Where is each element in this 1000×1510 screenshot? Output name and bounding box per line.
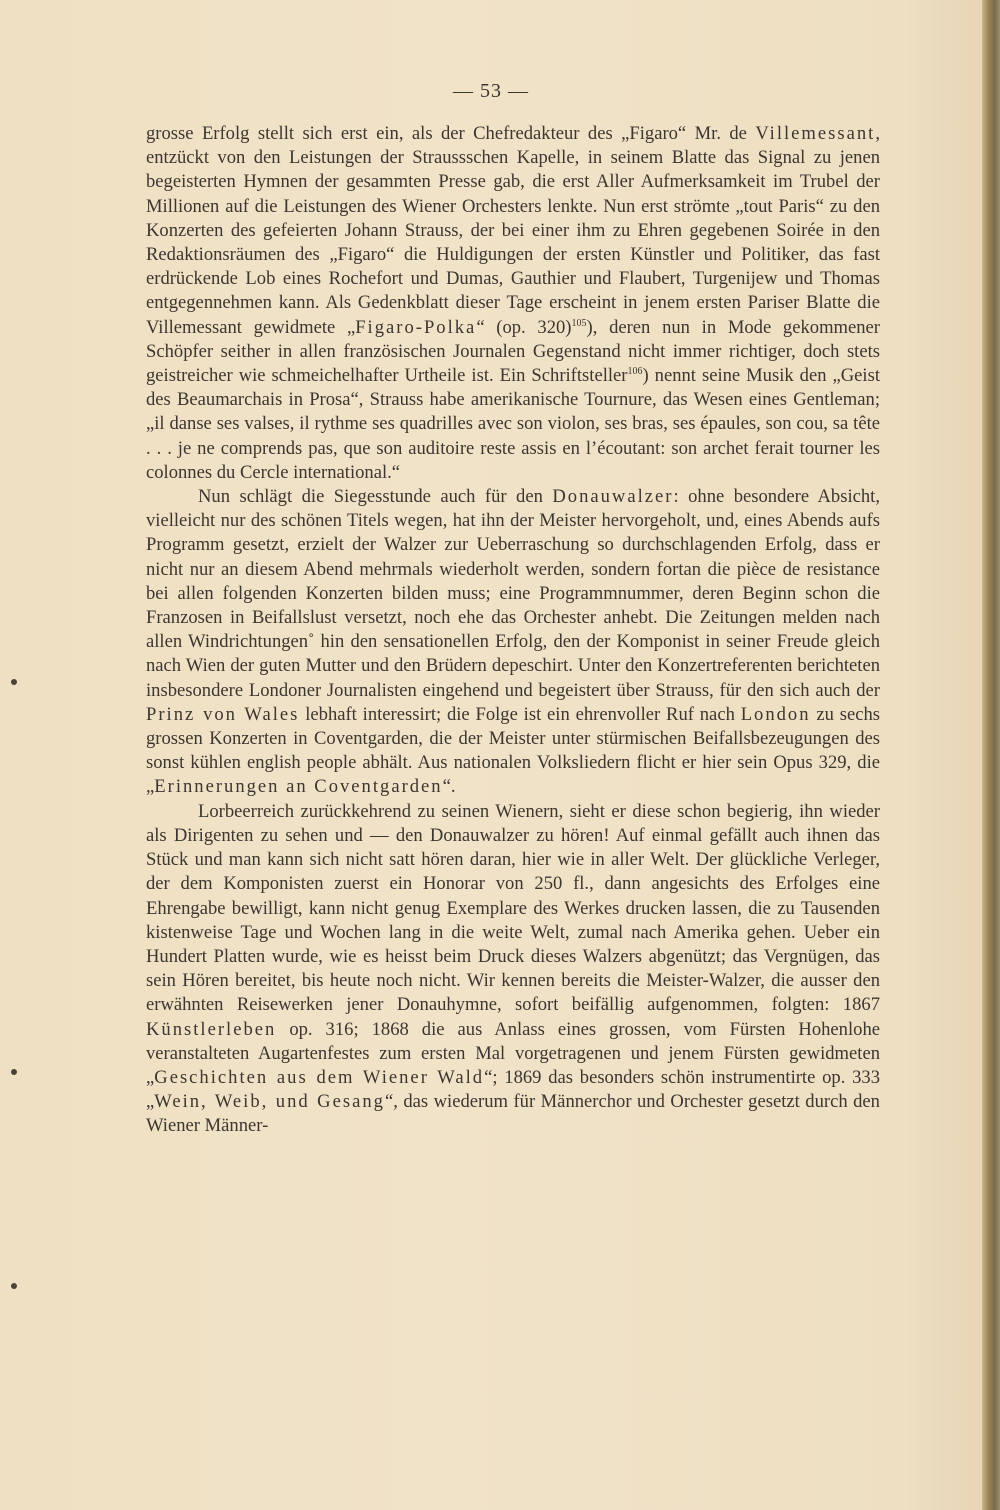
body-text	[146, 122, 880, 1139]
paragraph	[146, 122, 880, 485]
text-run: ), deren nun in Mode gekommener Schöpfer seither in allen französischen Journalen Gegenstand nicht immer richtiger, doch stets geistreicher wie schmeichelhafter Urtheile ist. Ein Schriftsteller	[146, 316, 880, 387]
spaced-emphasis: London	[740, 703, 811, 725]
text-run: op. 316; 1868 die aus Anlass eines grossen, vom Fürsten Hohenlohe veranstalteten Augartenfestes zum ersten Mal vorgetragenen und jenem Fürsten gewidmeten „	[146, 1018, 880, 1088]
margin-mark	[11, 1283, 17, 1289]
text-run: “.	[442, 776, 456, 798]
margin-mark	[11, 1069, 17, 1075]
text-run: : ohne besondere Absicht, vielleicht nur des schönen Titels wegen, hat ihn der Meister hervorgeholt, und, eines Abends aufs Programm gesetzt, erzielt der Walzer zur Ueberraschung so durchschlagenden Erfolg, dass er nicht nur an diesem Abend mehrmals wiederholt werden, sondern fortan die pièce de resistance bei allen folgenden Konzerten bilden muss; eine Programmnummer, deren Beginn schon die Franzosen in Beifallslust versetzt, noch ehe das Orchester anhebt. Die Zeitungen melden nach allen Windrichtungen˚ hin den sensationellen Erfolg, den der Komponist in seiner Freude gleich nach Wien der guten Mutter und den Brüdern depeschirt. Unter den Konzertreferenten berichteten insbesondere Londoner Journalisten eingehend und begeistert über Strauss, für den sich auch der	[146, 486, 880, 701]
text-run: , entzückt von den Leistungen der Straussschen Kapelle, in seinem Blatte das Signal zu jenen begeisterten Hymnen der gesammten Presse gab, die erst Aller Aufmerksamkeit im Trubel der Millionen auf die Leistungen des Wiener Orchesters lenkte. Nun erst strömte „tout Paris“ zu den Konzerten des gefeierten Johann Strauss, der bei einer ihm zu Ehren gegebenen Soirée in den Redaktionsräumen des „Figaro“ die Huldigungen der ersten Künstler und Politiker, das fast erdrückende Lob eines Rochefort und Dumas, Gauthier und Flaubert, Turgenijew und Thomas entgegennehmen kann. Als Gedenkblatt dieser Tage erscheint in jenem ersten Pariser Blatte die Villemessant gewidmete „	[146, 123, 880, 338]
text-run: zu sechs grossen Konzerten in Coventgarden, die der Meister unter stürmischen Beifallsbezeugungen des sonst kühlen english people abhält. Aus nationalen Volksliedern flicht er hier sein Opus 329, die „	[146, 703, 880, 798]
book-binding-edge	[982, 0, 1000, 1510]
spaced-emphasis: Geschichten aus dem Wiener Wald	[154, 1066, 485, 1088]
text-run: “ (op. 320)	[476, 316, 572, 338]
spaced-emphasis: Prinz von Wales	[146, 703, 300, 725]
spaced-emphasis: Donauwalzer	[552, 486, 674, 508]
spaced-emphasis: Figaro-Polka	[355, 316, 477, 338]
text-run: ) nennt seine Musik den „Geist des Beaumarchais in Prosa“, Strauss habe amerikanische Tournure, das Wesen eines Gentleman; „il danse ses valses, il rythme ses quadrilles avec son violon, ses bras, ses épaules, son cou, sa tête . . . je ne comprends pas, que son auditoire reste assis en l’écoutant: son archet ferait tourner les colonnes du Cercle international.“	[146, 365, 880, 483]
text-run: grosse Erfolg stellt sich erst ein, als der Chefredakteur des „Figaro“ Mr. de	[146, 123, 756, 144]
text-run: lebhaft interessirt; die Folge ist ein ehrenvoller Ruf nach	[299, 703, 741, 725]
footnote-ref: 105	[571, 317, 587, 329]
margin-mark	[11, 679, 17, 685]
paragraph	[146, 800, 880, 1139]
spaced-emphasis: Villemessant	[755, 123, 876, 144]
paragraph	[146, 485, 880, 800]
text-run: Lorbeerreich zurückkehrend zu seinen Wienern, sieht er diese schon begierig, ihn wieder als Dirigenten zu sehen und — den Donauwalzer zu hören! Auf einmal gefällt auch ihnen das Stück und man kann sich nicht satt hören daran, hier wie in aller Welt. Der glückliche Verleger, der dem Komponisten zuerst ein Honorar von 250 fl., dann angesichts des Erfolges eine Ehrengabe bewilligt, kann nicht genug Exemplare des Werkes drucken lassen, die zu Tausenden kistenweise Tage und Wochen lang in die weite Welt, zumal nach Amerika gehen. Ueber ein Hundert Platten wurde, wie es heisst beim Druck dieses Walzers abgenützt; das Vergnügen, das sein Hören bereitet, bis heute noch nicht. Wir kennen bereits die Meister-Walzer, die ausser den erwähnten Reisewerken jener Donauhymne, sofort beifällig aufgenommen, folgten: 1867	[146, 800, 880, 1016]
page-number: — 53 —	[453, 80, 529, 102]
text-run: Nun schlägt die Siegesstunde auch für den	[198, 486, 553, 508]
spaced-emphasis: Künstlerleben	[146, 1018, 277, 1040]
footnote-ref: 106	[627, 366, 643, 378]
spaced-emphasis: Erinnerungen an Coventgarden	[154, 776, 443, 798]
spaced-emphasis: Wein, Weib, und Gesang	[154, 1091, 385, 1113]
text-run: “; 1869 das besonders schön instrumentirte op. 333 „	[146, 1066, 881, 1113]
text-run: “, das wiederum für Männerchor und Orchester gesetzt durch den Wiener Männer-	[146, 1091, 880, 1137]
